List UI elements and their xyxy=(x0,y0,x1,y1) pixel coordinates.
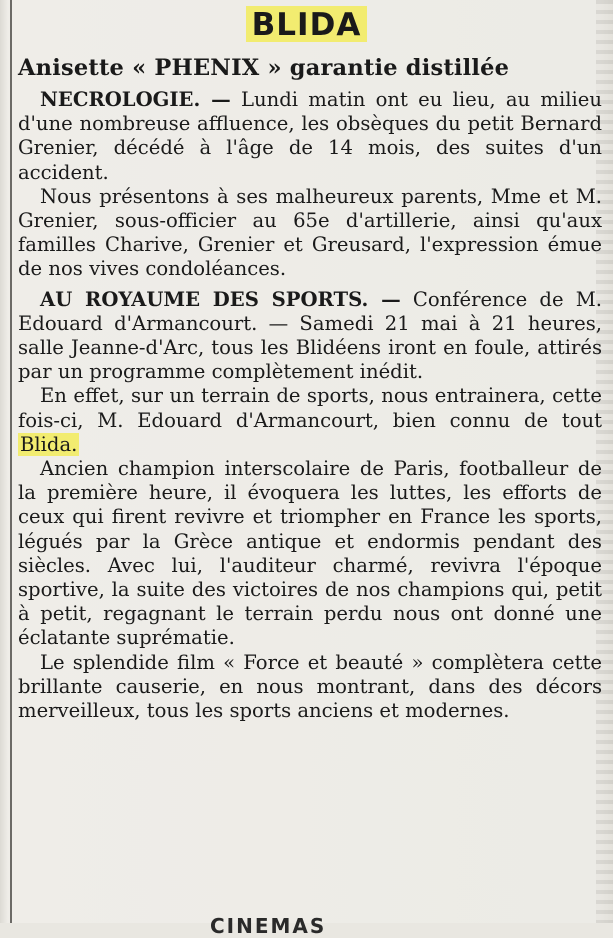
advert-headline: Anisette « PHENIX » garantie distillée xyxy=(18,55,510,81)
column-rule xyxy=(10,0,12,923)
necrologie-paragraph-1 xyxy=(18,88,602,185)
necrologie-label: NECROLOGIE. — xyxy=(40,88,231,111)
next-heading-cut xyxy=(210,914,400,938)
blida-highlight: Blida. xyxy=(20,432,78,456)
sports-paragraph-4: Le splendide film « Force et beauté » complètera cette brillante causerie, en nous montrant, dans des décors merveilleux, tous les sports anciens et modernes. xyxy=(18,650,602,723)
sports-label: AU ROYAUME DES SPORTS. — xyxy=(40,287,401,311)
sports-text-2: En effet, sur un terrain de sports, nous entrainera, cette fois-ci, M. Edouard d'Armancourt, bien connu de tout xyxy=(18,384,602,432)
necrologie-text-1: Lundi matin ont eu lieu, au milieu d'une nombreuse affluence, les obsèques du petit Bernard Grenier, décédé à l'âge de 14 mois, des suites d'un accident. xyxy=(18,88,602,184)
sports-paragraph-2 xyxy=(18,384,602,457)
page-title: BLIDA xyxy=(246,6,368,42)
next-heading: CINEMAS xyxy=(210,914,327,938)
sports-text-1: Conférence de M. Edouard d'Armancourt. — Samedi 21 mai à 21 heures, salle Jeanne-d'Arc, tous les Blidéens iront en foule, attirés par un programme complètement inédit. xyxy=(18,287,602,384)
sports-paragraph-1 xyxy=(18,288,602,385)
necrologie-paragraph-2: Nous présentons à ses malheureux parents, Mme et M. Grenier, sous-officier au 65e d'artillerie, ainsi qu'aux familles Charive, Grenier et Greusard, l'expression émue de nos vives condoléances. xyxy=(18,184,602,281)
article-body xyxy=(18,88,602,723)
title-block xyxy=(0,6,613,42)
sports-paragraph-3: Ancien champion interscolaire de Paris, footballeur de la première heure, il évoquera les luttes, les efforts de ceux qui firent revivre et triompher en France les sports, légués par la Grèce antique et endormis pendant des siècles. Avec lui, l'auditeur charmé, revivra l'époque sportive, la suite des victoires de nos champions qui, petit à petit, regagnant le terrain perdu nous ont donné une éclatante suprématie. xyxy=(18,457,602,650)
